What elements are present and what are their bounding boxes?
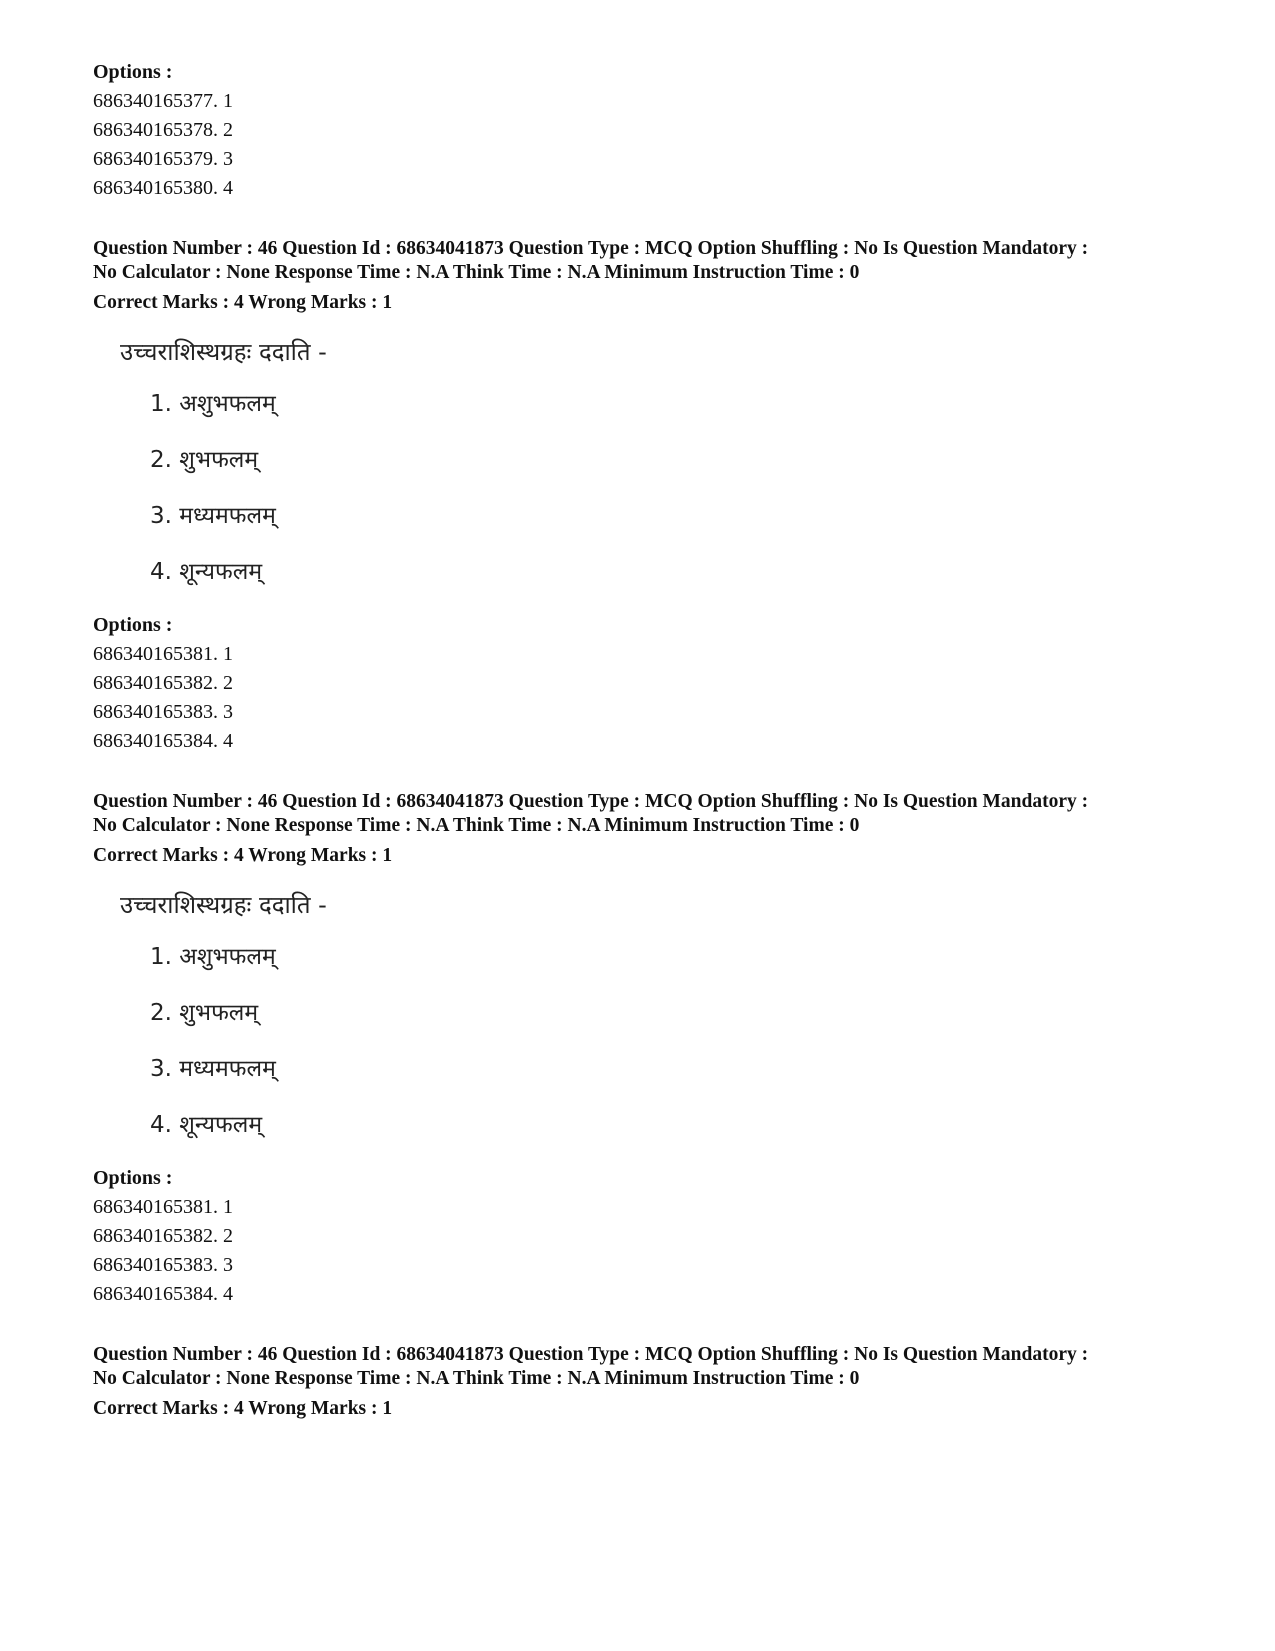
marks-line: Correct Marks : 4 Wrong Marks : 1: [93, 1398, 393, 1419]
option-item: 686340165380. 4: [93, 177, 233, 199]
options-label: Options :: [93, 61, 173, 83]
question-header-line-1: Question Number : 46 Question Id : 68634041873 Question Type : MCQ Option Shuffling : No Is Question Mandatory :: [93, 1344, 1089, 1365]
document-page: [93, 58, 1203, 1423]
question-header-line-2: No Calculator : None Response Time : N.A Think Time : N.A Minimum Instruction Time : 0: [93, 262, 860, 283]
option-item: 686340165378. 2: [93, 119, 233, 141]
option-item: 686340165381. 1: [93, 1196, 233, 1218]
options-label: Options :: [93, 1167, 173, 1189]
question-choice: 1. अशुभफलम्: [150, 944, 276, 970]
question-header-line-1: Question Number : 46 Question Id : 68634041873 Question Type : MCQ Option Shuffling : No Is Question Mandatory :: [93, 791, 1089, 812]
question-header-line-2: No Calculator : None Response Time : N.A Think Time : N.A Minimum Instruction Time : 0: [93, 815, 860, 836]
question-choice: 4. शून्यफलम्: [150, 559, 263, 585]
option-item: 686340165379. 3: [93, 148, 233, 170]
options-section: [93, 611, 1203, 756]
question-choice: 2. शुभफलम्: [150, 1000, 259, 1026]
option-item: 686340165381. 1: [93, 643, 233, 665]
question-text: उच्चराशिस्थग्रहः ददाति -: [120, 891, 327, 919]
question-image: [120, 335, 1203, 589]
option-item: 686340165377. 1: [93, 90, 233, 112]
question-header-line-2: No Calculator : None Response Time : N.A Think Time : N.A Minimum Instruction Time : 0: [93, 1368, 860, 1389]
marks-line: Correct Marks : 4 Wrong Marks : 1: [93, 292, 393, 313]
question-choice: 2. शुभफलम्: [150, 447, 259, 473]
options-label: Options :: [93, 614, 173, 636]
question-choice: 1. अशुभफलम्: [150, 391, 276, 417]
marks-line: Correct Marks : 4 Wrong Marks : 1: [93, 845, 393, 866]
option-item: 686340165383. 3: [93, 1254, 233, 1276]
question-choice: 3. मध्यमफलम्: [150, 1056, 276, 1082]
question-choice: 3. मध्यमफलम्: [150, 503, 276, 529]
option-item: 686340165383. 3: [93, 701, 233, 723]
options-section: [93, 58, 1203, 203]
option-item: 686340165382. 2: [93, 672, 233, 694]
question-image: [120, 888, 1203, 1142]
question-block: [93, 790, 1203, 1309]
question-text: उच्चराशिस्थग्रहः ददाति -: [120, 338, 327, 366]
question-block: [93, 1343, 1203, 1423]
option-item: 686340165384. 4: [93, 730, 233, 752]
question-block: [93, 237, 1203, 756]
question-choice: 4. शून्यफलम्: [150, 1112, 263, 1138]
option-item: 686340165384. 4: [93, 1283, 233, 1305]
question-header-line-1: Question Number : 46 Question Id : 68634041873 Question Type : MCQ Option Shuffling : No Is Question Mandatory :: [93, 238, 1089, 259]
options-section: [93, 1164, 1203, 1309]
option-item: 686340165382. 2: [93, 1225, 233, 1247]
